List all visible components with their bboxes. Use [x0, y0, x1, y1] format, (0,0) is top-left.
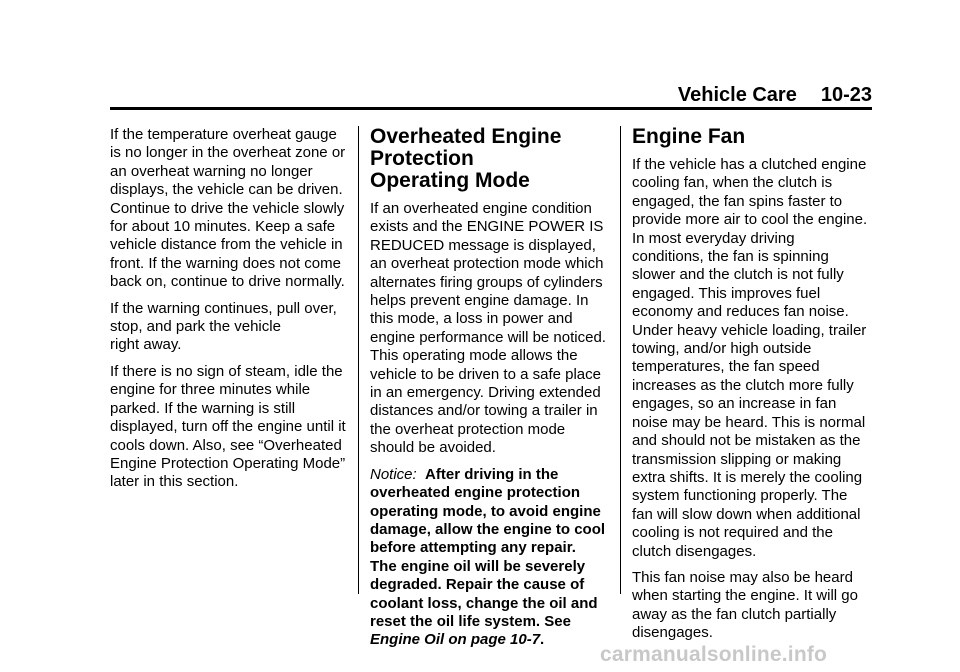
heading-line-1: Overheated Engine [370, 125, 562, 148]
notice-label: Notice: [370, 465, 417, 483]
notice-end: . [540, 631, 545, 649]
paragraph-warning-line2: right away. [110, 336, 182, 354]
heading-engine-fan: Engine Fan [632, 125, 746, 148]
heading-overheated-engine [370, 126, 606, 192]
watermark: carmanualsonline.info [600, 643, 828, 666]
column-left [110, 126, 346, 500]
page-number: 10-23 [820, 84, 872, 106]
column-right [632, 126, 868, 651]
paragraph-protection-mode: If an overheated engine condition exists and the ENGINE POWER IS REDUCED message is displayed, an overheat protection mode which alternates firing groups of cylinders helps prevent engine damage. In this mode, a loss in power and engine performance will be noticed. This operating mode allows the vehicle to be driven to a safe place in an emergency. Driving extended distances and/or towing a trailer in the overheat protection mode should be avoided. [370, 200, 606, 457]
column-divider-1 [358, 126, 359, 594]
heading-line-3: Operating Mode [370, 169, 530, 192]
page-header [110, 84, 872, 106]
column-middle [370, 126, 606, 658]
paragraph-clutched-fan: If the vehicle has a clutched engine cooling fan, when the clutch is engaged, the fan spins faster to provide more air to cool the engine. In most everyday driving conditions, the fan is spinning slower and the clutch is not fully engaged. This improves fuel economy and reduces fan noise. Under heavy vehicle loading, trailer towing, and/or high outside temperatures, the fan speed increases as the clutch more fully engages, so an increase in fan noise may be heard. This is normal and should not be mistaken as the transmission slipping or making extra shifts. It is merely the cooling system functioning properly. The fan will slow down when additional cooling is not required and the clutch disengages. [632, 156, 868, 560]
paragraph-no-steam: If there is no sign of steam, idle the engine for three minutes while parked. If the warning is still displayed, turn off the engine until it cools down. Also, see “Overheated Engine Protection Operating Mode” later in this section. [110, 362, 346, 491]
column-divider-2 [620, 126, 621, 594]
paragraph-warning-line1: If the warning continues, pull over, stop, and park the vehicle [110, 299, 337, 336]
paragraph-warning-continues [110, 300, 346, 355]
section-title: Vehicle Care [677, 84, 797, 106]
heading-line-2: Protection [370, 147, 474, 170]
paragraph-fan-noise: This fan noise may also be heard when starting the engine. It will go away as the fan clutch partially disengages. [632, 568, 858, 642]
paragraph-overheat-gauge: If the temperature overheat gauge is no longer in the overheat zone or an overheat warning no longer displays, the vehicle can be driven. Continue to drive the vehicle slowly for about 10 minutes. Keep a safe vehicle distance from the vehicle in front. If the warning does not come back on, continue to drive normally. [110, 126, 346, 291]
notice-block [370, 466, 606, 650]
header-rule [110, 107, 872, 110]
notice-body: After driving in the overheated engine protection operating mode, to avoid engine damage, allow the engine to cool before attempting any repair. The engine oil will be severely degraded. Repair the cause of coolant loss, change the oil and reset the oil life system. See [370, 465, 606, 630]
engine-oil-link[interactable]: Engine Oil on page 10‑7 [370, 631, 541, 649]
